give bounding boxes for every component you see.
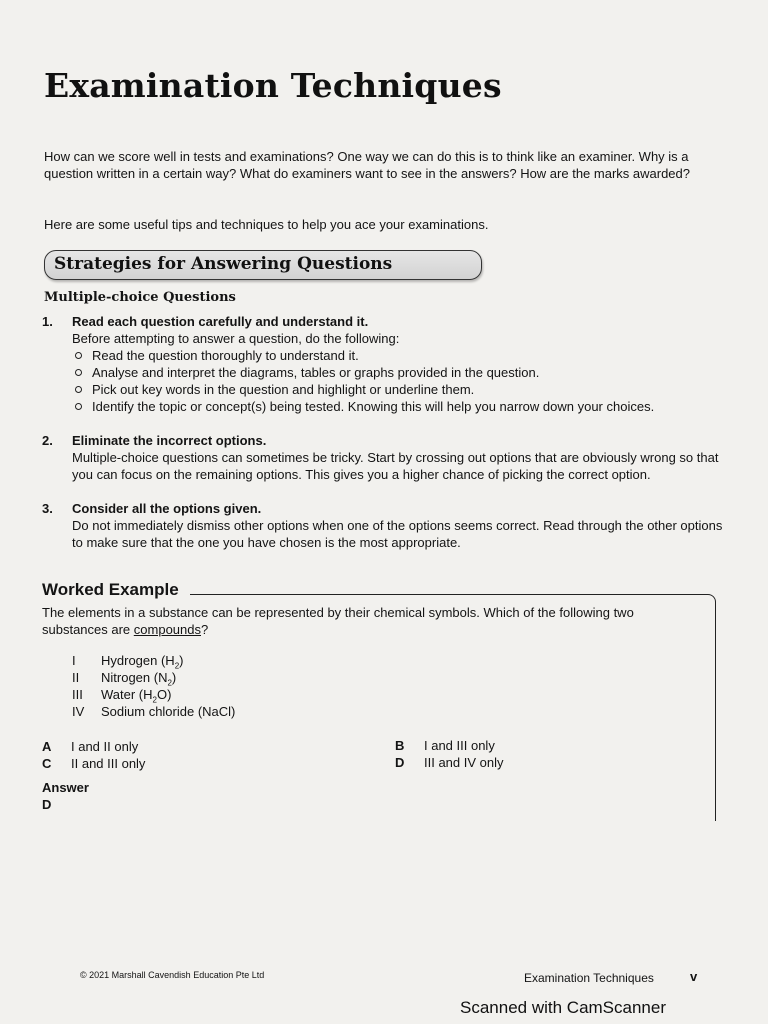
tip-heading: Consider all the options given. bbox=[72, 501, 262, 516]
tip-bullet: Analyse and interpret the diagrams, tables or graphs provided in the question. bbox=[72, 364, 732, 381]
keyword-compounds: compounds bbox=[133, 622, 201, 637]
hollow-bullet-icon bbox=[75, 352, 82, 359]
answer-label: Answer bbox=[42, 780, 89, 795]
intro-tips-line: Here are some useful tips and techniques to help you ace your examinations. bbox=[44, 217, 489, 232]
tip-text: Do not immediately dismiss other options when one of the options seems correct. Read through the other options to make sure that the one you have chosen is the most appropriate. bbox=[72, 518, 723, 550]
tip-text: Multiple-choice questions can sometimes be tricky. Start by crossing out options that are obviously wrong so that you can focus on the remaining options. This gives you a higher chance of picking the correct option. bbox=[72, 450, 719, 482]
answer-value: D bbox=[42, 797, 52, 812]
footer-page-number: v bbox=[690, 969, 698, 984]
page: Examination Techniques How can we score well in tests and examinations? One way we can do this is to think like an examiner. Why is a question written in a certain way? What do examiners want to see in the answers? How are the marks awarded? Here are some useful tips and techniques to help you ace your examinations. Strategies for Answering Questions Multiple-choice Questions 1. Read each question carefully and understand it. Before attempting to answer a question, do the following: Read the question thoroughly to understand it. Analyse and interpret the diagrams, tables or graphs provided in the question. Pick out key words in the question and highlight or underline them. Identify the topic or concept(s) being tested. Knowing this will help you narrow down your choices. 2. Eliminate the incorrect options. Multiple-choice questions can sometimes be tricky. Start by crossing out options that are obviously wrong so that you can focus on the remaining options. This gives you a higher chance of picking the correct option. 3. Consider all the options given. Do not immediately dismiss other options when one of the options seems correct. Read through the other options to make sure that the one you have chosen is the most appropriate. Worked Example The elements in a substance can be represented by their chemical symbols. Which of the following two substances are compounds? I Hydrogen $(H_2)$ II Nitrogen $(N_2)$ III Water $(H_2O)$ IV Sodium chloride (NaCl) A I and II only B I and III only C II and III only D III and IV only Answer D © 2021 Marshall Cavendish Education Pte Ltd Examination Techniques v Scanned with CamScanner bbox=[0, 0, 768, 1024]
section-heading-box bbox=[44, 250, 482, 280]
scanner-watermark: Scanned with CamScanner bbox=[460, 998, 667, 1017]
tip-bullet-list bbox=[72, 347, 732, 415]
tip-heading: Read each question carefully and understand it. bbox=[72, 314, 369, 329]
intro-paragraph: How can we score well in tests and examinations? One way we can do this is to think like an examiner. Why is a question written in a certain way? What do examiners want to see in the answers? How are the marks awarded? bbox=[44, 149, 690, 181]
tip-bullet: Read the question thoroughly to understand it. bbox=[72, 347, 732, 364]
worked-example-title: Worked Example bbox=[42, 580, 179, 599]
footer-running-title: Examination Techniques bbox=[524, 971, 654, 985]
tip-heading: Eliminate the incorrect options. bbox=[72, 433, 267, 448]
worked-example-question: The elements in a substance can be represented by their chemical symbols. Which of the following two substances are compounds? bbox=[42, 605, 634, 637]
hollow-bullet-icon bbox=[75, 369, 82, 376]
footer-copyright: © 2021 Marshall Cavendish Education Pte Ltd bbox=[80, 970, 265, 980]
subheading-mcq: Multiple-choice Questions bbox=[44, 290, 236, 305]
tip-text: Before attempting to answer a question, do the following: bbox=[72, 331, 400, 346]
hollow-bullet-icon bbox=[75, 403, 82, 410]
tip-number: 2. bbox=[42, 433, 53, 448]
hollow-bullet-icon bbox=[75, 386, 82, 393]
section-heading: Strategies for Answering Questions bbox=[54, 254, 393, 274]
tip-number: 1. bbox=[42, 314, 53, 329]
tip-number: 3. bbox=[42, 501, 53, 516]
page-title: Examination Techniques bbox=[44, 66, 502, 105]
tip-bullet: Pick out key words in the question and highlight or underline them. bbox=[72, 381, 732, 398]
tip-bullet: Identify the topic or concept(s) being tested. Knowing this will help you narrow down your choices. bbox=[72, 398, 732, 415]
